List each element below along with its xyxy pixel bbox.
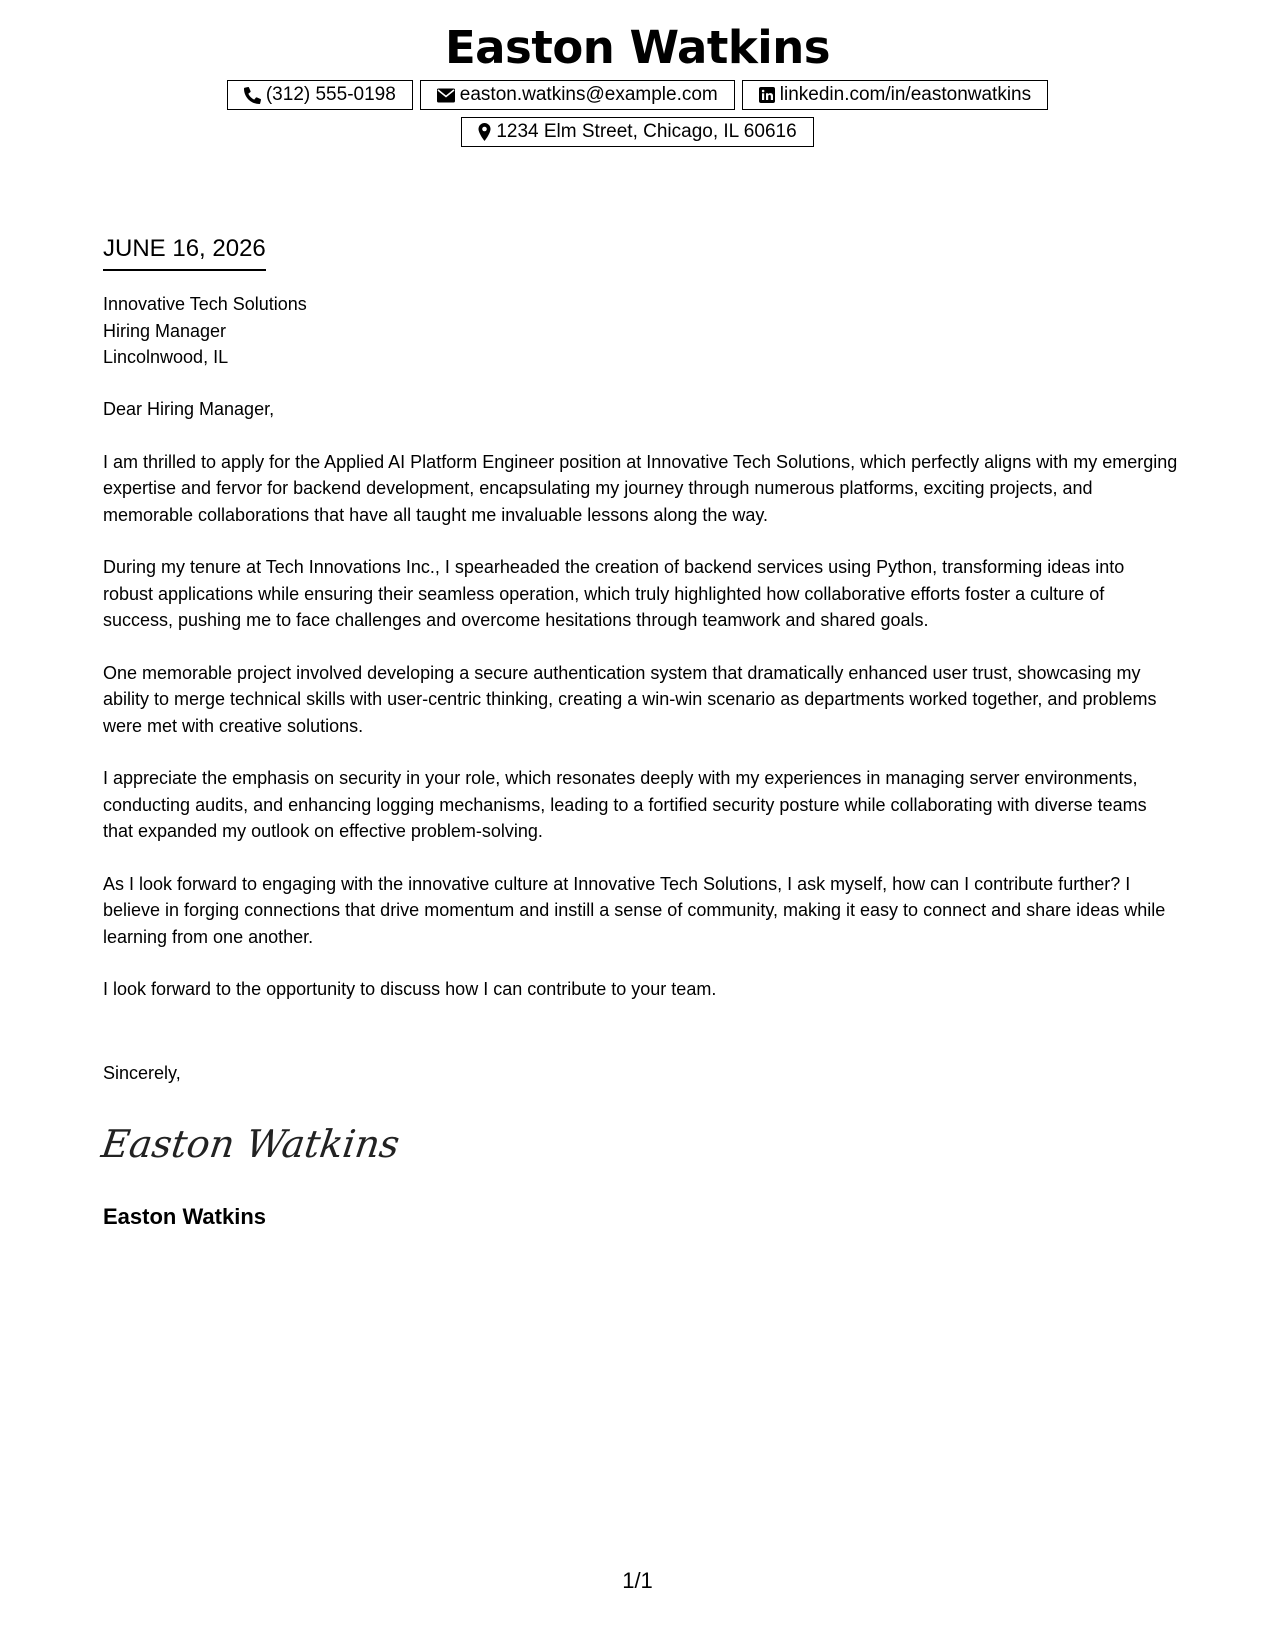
linkedin-text: linkedin.com/in/eastonwatkins: [779, 84, 1032, 105]
body-paragraph: During my tenure at Tech Innovations Inc., I spearheaded the creation of backend services using Python, transforming ideas into robust applications while ensuring their seamless operation, which truly highlighted how collaborative efforts foster a culture of success, pushing me to face challenges and overcome hesitations through teamwork and shared goals.: [103, 557, 1125, 630]
applicant-name: Easton Watkins: [444, 21, 831, 74]
linkedin-icon: [759, 87, 775, 103]
letter-date: JUNE 16, 2026: [103, 232, 266, 271]
body-paragraph: As I look forward to engaging with the innovative culture at Innovative Tech Solutions, I ask myself, how can I contribute further? I believe in forging connections that drive momentum and instill a sense of community, making it easy to connect and share ideas while learning from one another.: [103, 873, 1166, 947]
letter-body: [103, 396, 1178, 1029]
body-paragraph: I am thrilled to apply for the Applied AI Platform Engineer position at Innovative Tech Solutions, which perfectly aligns with my emerging expertise and fervor for backend development, encapsulating my journey through numerous platforms, exciting projects, and memorable collaborations that have all taught me invaluable lessons along the way.: [103, 451, 1178, 525]
recipient-location: Lincolnwood, IL: [103, 347, 229, 367]
recipient-title: Hiring Manager: [103, 320, 227, 341]
salutation: Dear Hiring Manager,: [103, 399, 275, 419]
body-paragraph: One memorable project involved developing a secure authentication system that dramatically enhanced user trust, showcasing my ability to merge technical skills with user-centric thinking, creating a win-win scenario as departments worked together, and problems were met with creative solutions.: [103, 662, 1157, 736]
phone-chip: [227, 80, 413, 110]
body-paragraph: I look forward to the opportunity to discuss how I can contribute to your team.: [103, 979, 717, 999]
email-text: easton.watkins@example.com: [459, 84, 718, 105]
map-marker-icon: [478, 123, 491, 141]
contact-row: [0, 80, 1275, 110]
closing: Sincerely,: [103, 1063, 181, 1083]
address-chip: [461, 117, 813, 147]
phone-icon: [244, 87, 261, 104]
address-text: 1234 Elm Street, Chicago, IL 60616: [496, 121, 797, 142]
signature: [98, 1115, 403, 1180]
address-row: [0, 117, 1275, 147]
signature-script: Easton Watkins: [98, 1123, 403, 1167]
page-indicator: 1/1: [622, 1568, 653, 1593]
phone-text: (312) 555-0198: [265, 84, 396, 105]
recipient-company: Innovative Tech Solutions: [103, 294, 307, 314]
printed-name: Easton Watkins: [103, 1204, 266, 1229]
envelope-icon: [437, 88, 455, 103]
recipient-block: [103, 291, 307, 371]
body-paragraph: I appreciate the emphasis on security in your role, which resonates deeply with my experiences in managing server environments, conducting audits, and enhancing logging mechanisms, leading to a fortified security posture while collaborating with diverse teams that expanded my outlook on effective problem-solving.: [103, 768, 1147, 841]
email-chip: [420, 80, 735, 110]
linkedin-chip: [742, 80, 1048, 110]
